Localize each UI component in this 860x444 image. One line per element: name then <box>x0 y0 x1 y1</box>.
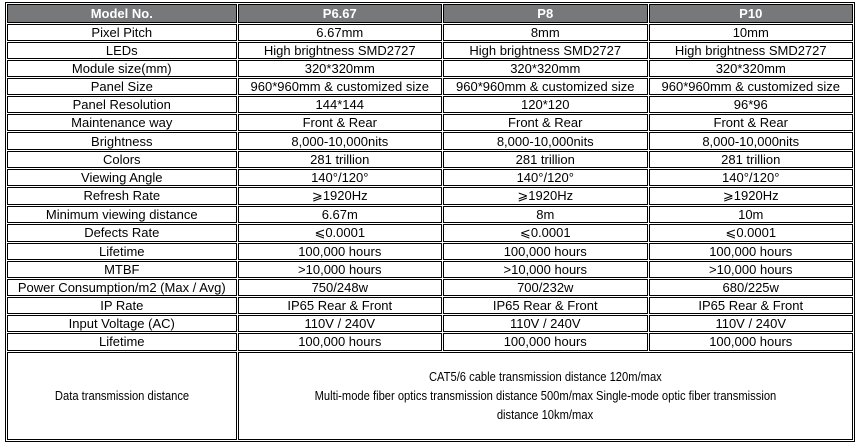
spec-value: 320*320mm <box>238 60 442 77</box>
spec-row-label: Module size(mm) <box>7 60 237 77</box>
spec-value: >10,000 hours <box>649 261 854 278</box>
spec-row <box>7 224 853 242</box>
spec-row <box>7 78 853 95</box>
header-model-p8: P8 <box>443 4 647 23</box>
spec-row-label: Panel Resolution <box>7 96 237 113</box>
data-transmission-value <box>238 352 853 440</box>
spec-value: 320*320mm <box>649 60 854 77</box>
spec-value: 140°/120° <box>443 169 647 186</box>
spec-row <box>7 297 853 314</box>
spec-row <box>7 132 853 149</box>
spec-value: 8mm <box>443 24 647 41</box>
spec-row <box>7 151 853 168</box>
spec-table <box>5 2 855 442</box>
transmission-line-2: Multi-mode fiber optics transmission distance 500m/max Single-mode optic fiber transmission <box>314 388 777 404</box>
spec-row-label: Power Consumption/m2 (Max / Avg) <box>7 279 237 296</box>
spec-value: ⩽0.0001 <box>238 224 442 242</box>
spec-value: 281 trillion <box>443 151 647 168</box>
spec-row-label: Maintenance way <box>7 114 237 131</box>
spec-value: >10,000 hours <box>443 261 647 278</box>
footer-row <box>7 352 853 440</box>
footer-row-label <box>7 352 237 440</box>
spec-value: Front & Rear <box>238 114 442 131</box>
spec-row-label: MTBF <box>7 261 237 278</box>
spec-row-label: Brightness <box>7 132 237 149</box>
spec-value: ⩽0.0001 <box>649 224 854 242</box>
spec-value: High brightness SMD2727 <box>443 42 647 59</box>
spec-value: IP65 Rear & Front <box>443 297 647 314</box>
spec-row-label: Lifetime <box>7 243 237 260</box>
spec-value: 100,000 hours <box>238 333 442 350</box>
spec-row-label: Refresh Rate <box>7 187 237 205</box>
spec-value: 10m <box>649 206 854 223</box>
header-row <box>7 4 853 23</box>
spec-value: High brightness SMD2727 <box>649 42 854 59</box>
spec-value: 8,000-10,000nits <box>443 132 647 149</box>
spec-value: 96*96 <box>649 96 854 113</box>
spec-value: 281 trillion <box>238 151 442 168</box>
spec-row-label: Lifetime <box>7 333 237 350</box>
spec-value: 6.67mm <box>238 24 442 41</box>
transmission-line-3: distance 10km/max <box>497 407 594 423</box>
spec-value: 281 trillion <box>649 151 854 168</box>
header-model-p10: P10 <box>649 4 854 23</box>
spec-value: 110V / 240V <box>238 315 442 332</box>
spec-value: 960*960mm & customized size <box>649 78 854 95</box>
led-spec-table <box>5 2 855 442</box>
spec-value: 960*960mm & customized size <box>443 78 647 95</box>
header-model-p667: P6.67 <box>238 4 442 23</box>
spec-value: IP65 Rear & Front <box>649 297 854 314</box>
spec-row <box>7 24 853 41</box>
spec-value: 140°/120° <box>649 169 854 186</box>
spec-value: 700/232w <box>443 279 647 296</box>
spec-row <box>7 279 853 296</box>
spec-row <box>7 60 853 77</box>
spec-value: 110V / 240V <box>443 315 647 332</box>
spec-row-label: Minimum viewing distance <box>7 206 237 223</box>
spec-row-label: Colors <box>7 151 237 168</box>
spec-value: 110V / 240V <box>649 315 854 332</box>
spec-row-label: Pixel Pitch <box>7 24 237 41</box>
spec-value: 144*144 <box>238 96 442 113</box>
spec-row <box>7 187 853 205</box>
spec-row-label: Viewing Angle <box>7 169 237 186</box>
spec-value: 680/225w <box>649 279 854 296</box>
spec-value: Front & Rear <box>649 114 854 131</box>
spec-value: IP65 Rear & Front <box>238 297 442 314</box>
spec-value: Front & Rear <box>443 114 647 131</box>
spec-value: ⩾1920Hz <box>443 187 647 205</box>
spec-row <box>7 114 853 131</box>
spec-row <box>7 261 853 278</box>
spec-value: ⩽0.0001 <box>443 224 647 242</box>
transmission-line-1: CAT5/6 cable transmission distance 120m/max <box>428 369 662 385</box>
spec-value: 100,000 hours <box>443 333 647 350</box>
spec-row <box>7 243 853 260</box>
spec-value: 8m <box>443 206 647 223</box>
spec-value: >10,000 hours <box>238 261 442 278</box>
spec-value: 120*120 <box>443 96 647 113</box>
spec-row-label: Input Voltage (AC) <box>7 315 237 332</box>
spec-value: 8,000-10,000nits <box>238 132 442 149</box>
spec-value: 100,000 hours <box>238 243 442 260</box>
spec-row <box>7 169 853 186</box>
spec-value: 10mm <box>649 24 854 41</box>
spec-row <box>7 315 853 332</box>
spec-value: 750/248w <box>238 279 442 296</box>
spec-value: 8,000-10,000nits <box>649 132 854 149</box>
spec-row-label: Panel Size <box>7 78 237 95</box>
spec-value: 6.67m <box>238 206 442 223</box>
spec-value: 320*320mm <box>443 60 647 77</box>
spec-value: High brightness SMD2727 <box>238 42 442 59</box>
spec-row <box>7 96 853 113</box>
spec-row-label: Defects Rate <box>7 224 237 242</box>
spec-row-label: LEDs <box>7 42 237 59</box>
spec-value: 100,000 hours <box>649 333 854 350</box>
spec-value: 960*960mm & customized size <box>238 78 442 95</box>
spec-row <box>7 42 853 59</box>
footer-row-label-text: Data transmission distance <box>54 388 189 404</box>
spec-value: ⩾1920Hz <box>238 187 442 205</box>
spec-value: 100,000 hours <box>443 243 647 260</box>
spec-value: 100,000 hours <box>649 243 854 260</box>
spec-row-label: IP Rate <box>7 297 237 314</box>
spec-row <box>7 333 853 350</box>
spec-value: ⩾1920Hz <box>649 187 854 205</box>
header-model-label: Model No. <box>7 4 237 23</box>
spec-value: 140°/120° <box>238 169 442 186</box>
spec-row <box>7 206 853 223</box>
